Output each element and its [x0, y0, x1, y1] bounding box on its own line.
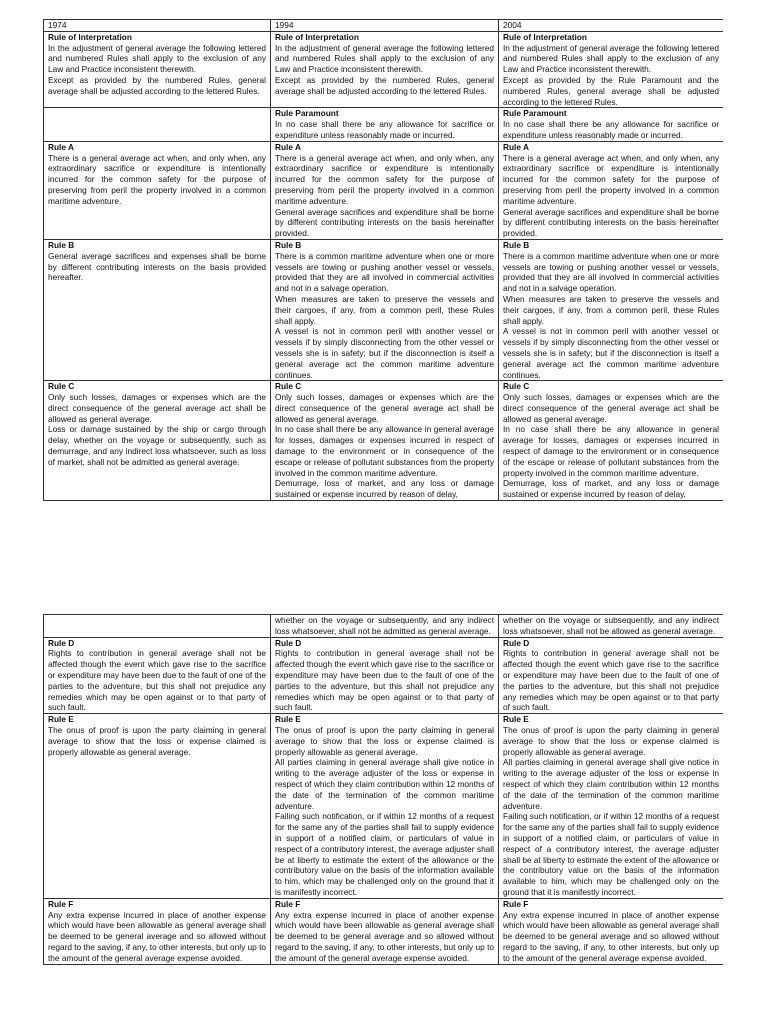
rule-paragraph: There is a general average act when, and only when, any extraordinary sacrifice or expenditure is intentionally incurred for the common safety for the purpose of preserving from peril the property involved in a common maritime adventure. [275, 152, 494, 206]
rule-block [48, 899, 266, 964]
rule-paragraph: In the adjustment of general average the following lettered and numbered Rules shall apply to the exclusion of any Law and Practice inconsistent therewith. [48, 42, 266, 75]
rule-paragraph: Failing such notification, or if within 12 months of a request for the same any of the parties shall fail to supply evidence in support of a notified claim, or particulars of value in respect of a contributory interest, the average adjuster shall be at liberty to estimate the extent of the allowance or the contributory value on the basis of the information available to him, which may be challenged only on the ground that it is manifestly incorrect. [503, 811, 719, 897]
cell-2004 [499, 108, 724, 141]
cell-2004 [499, 898, 724, 964]
rule-title: Rule B [503, 239, 530, 250]
rule-title: Rule C [48, 381, 75, 392]
rule-title: Rule E [48, 714, 74, 725]
rule-block [503, 108, 719, 140]
rule-block [503, 32, 719, 108]
rule-title: Rule F [48, 898, 74, 909]
table-row [44, 381, 724, 501]
table-row [44, 31, 724, 108]
header-1994: 1994 [271, 20, 499, 32]
rule-paragraph: There is a general average act when, and only when, any extraordinary sacrifice or expenditure is intentionally incurred for the common safety for the purpose of preserving from peril the property involved in a common maritime adventure. [48, 152, 266, 206]
rule-paragraph: There is a common maritime adventure when one or more vessels are towing or pushing another vessel or vessels, provided that they are all involved in commercial activities and not in a salvage operation. [503, 250, 719, 294]
rule-paragraph: The onus of proof is upon the party claiming in general average to show that the loss or expense claimed is properly allowable as general average. [275, 724, 494, 757]
table-row [44, 239, 724, 380]
rule-paragraph: Rights to contribution in general average shall not be affected though the event which gave rise to the sacrifice or expenditure may have been due to the fault of one of the parties to the adventure, but this shall not prejudice any remedies which may be open against or to that party of such fault. [48, 648, 266, 713]
rule-paragraph: All parties claiming in general average shall give notice in writing to the average adjuster of the loss or expense in respect of which they claim contribution within 12 months of the date of the termination of the common maritime adventure. [275, 757, 494, 811]
rule-paragraph: In the adjustment of general average the following lettered and numbered Rules shall apply to the exclusion of any Law and Practice inconsistent therewith. [503, 42, 719, 75]
cell-1974 [44, 108, 271, 141]
rule-title: Rule F [503, 898, 529, 909]
rule-paragraph: Rights to contribution in general average shall not be affected though the event which gave rise to the sacrifice or expenditure may have been due to the fault of one of the parties to the adventure, but this shall not prejudice any remedies which may be open against or to that party of such fault. [503, 648, 719, 713]
rule-paragraph: Failing such notification, or if within 12 months of a request for the same any of the parties shall fail to supply evidence in support of a notified claim, or particulars of value in respect of a contributory interest, the average adjuster shall be at liberty to estimate the extent of the allowance or the contributory value on the basis of the information available to him, which may be challenged only on the ground that it is manifestly incorrect. [275, 811, 494, 897]
rule-block [48, 638, 266, 714]
rule-title: Rule D [503, 637, 530, 648]
rule-paragraph: Only such losses, damages or expenses which are the direct consequence of the general average act shall be allowed as general average. [275, 392, 494, 424]
cell-1994 [271, 31, 499, 108]
rule-block [503, 142, 719, 239]
rule-block [48, 142, 266, 207]
cell-1974 [44, 615, 271, 638]
cell-1974 [44, 31, 271, 108]
document-page-1 [43, 19, 723, 569]
rule-block [275, 899, 494, 964]
rule-paragraph: Demurrage, loss of market, and any loss or damage sustained or expense incurred by reason of delay, [503, 478, 719, 500]
rule-block [503, 714, 719, 898]
rule-paragraph: Except as provided by the numbered Rules, general average shall be adjusted according to the lettered Rules. [275, 74, 494, 96]
rule-paragraph: Rights to contribution in general average shall not be affected though the event which gave rise to the sacrifice or expenditure may have been due to the fault of one of the parties to the adventure, but this shall not prejudice any remedies which may be open against or to that party of such fault. [275, 648, 494, 713]
rule-title: Rule B [275, 239, 302, 250]
rule-paragraph: In no case shall there be any allowance in general average for losses, damages or expenses incurred in respect of damage to the environment or in consequence of the escape or release of pollutant substances from the property involved in the common maritime adventure. [275, 424, 494, 478]
header-2004: 2004 [499, 20, 724, 32]
rule-paragraph: Any extra expense incurred in place of another expense which would have been allowable as general average shall be deemed to be general average and so allowed without regard to the saving, if any, to other interests, but only up to the amount of the general average expense avoided. [503, 909, 719, 963]
cell-2004 [499, 714, 724, 899]
rule-paragraph: In no case shall there be any allowance in general average for losses, damages or expenses incurred in respect of damage to the environment or in consequence of the escape or release of pollutant substances from the property involved in the common maritime adventure. [503, 424, 719, 478]
rule-block [275, 615, 494, 637]
cell-1974 [44, 637, 271, 714]
rule-block [275, 108, 494, 140]
cell-1994 [271, 141, 499, 239]
rule-paragraph: Except as provided by the numbered Rules, general average shall be adjusted according to the lettered Rules. [48, 74, 266, 96]
rule-title: Rule E [275, 714, 301, 725]
comparison-table-page-1 [43, 19, 723, 501]
rule-paragraph: Any extra expense incurred in place of another expense which would have been allowable as general average shall be deemed to be general average and so allowed without regard to the saving, if any, to other interests, but only up to the amount of the general average expense avoided. [48, 909, 266, 963]
rule-block [275, 32, 494, 97]
rule-title: Rule C [275, 381, 302, 392]
rule-paragraph: When measures are taken to preserve the vessels and their cargoes, if any, from a common peril, these Rules shall apply. [503, 293, 719, 326]
rule-block [48, 32, 266, 97]
rule-title: Rule E [503, 714, 529, 725]
rule-paragraph: When measures are taken to preserve the vessels and their cargoes, if any, from a common peril, these Rules shall apply. [275, 293, 494, 326]
rule-paragraph: Loss or damage sustained by the ship or cargo through delay, whether on the voyage or subsequently, such as demurrage, and any indirect loss whatsoever, such as loss of market, shall not be admitted as general average. [48, 424, 266, 467]
cell-1974 [44, 714, 271, 899]
rule-block [275, 638, 494, 714]
cell-1974 [44, 381, 271, 501]
cell-1974 [44, 141, 271, 239]
rule-paragraph: Only such losses, damages or expenses which are the direct consequence of the general average act shall be allowed as general average. [48, 392, 266, 424]
cell-1994 [271, 714, 499, 899]
rule-block [48, 240, 266, 283]
table-row [44, 637, 724, 714]
rule-paragraph: The onus of proof is upon the party claiming in general average to show that the loss or expense claimed is properly allowable as general average. [503, 724, 719, 757]
rule-title: Rule of Interpretation [275, 31, 359, 42]
rule-paragraph: Only such losses, damages or expenses which are the direct consequence of the general average act shall be allowed as general average. [503, 392, 719, 424]
rule-title: Rule B [48, 239, 75, 250]
table-row [44, 108, 724, 141]
table-row [44, 714, 724, 899]
table-row [44, 141, 724, 239]
rule-block [275, 714, 494, 898]
rule-title: Rule C [503, 381, 530, 392]
table-row [44, 898, 724, 964]
cell-1994 [271, 637, 499, 714]
document-page-2 [43, 614, 723, 1024]
rule-paragraph: whether on the voyage or subsequently, and any indirect loss whatsoever, shall not be admitted as general average. [275, 615, 494, 636]
rule-block [503, 638, 719, 714]
rule-paragraph: There is a general average act when, and only when, any extraordinary sacrifice or expenditure is intentionally incurred for the common safety for the purpose of preserving from peril the property involved in a common maritime adventure. [503, 152, 719, 206]
rule-block [275, 240, 494, 380]
cell-2004 [499, 31, 724, 108]
rule-title: Rule Paramount [503, 108, 567, 119]
rule-block [275, 381, 494, 500]
rule-block [503, 240, 719, 380]
rule-paragraph: In the adjustment of general average the following lettered and numbered Rules shall apply to the exclusion of any Law and Practice inconsistent therewith. [275, 42, 494, 75]
cell-2004 [499, 239, 724, 380]
rule-title: Rule D [275, 637, 302, 648]
rule-title: Rule A [275, 141, 301, 152]
rule-paragraph: General average sacrifices and expenses shall be borne by different contributing interests on the basis provided hereafter. [48, 250, 266, 283]
rule-paragraph: All parties claiming in general average shall give notice in writing to the average adjuster of the loss or expense in respect of which they claim contribution within 12 months of the date of the termination of the common maritime adventure. [503, 757, 719, 811]
rule-block [503, 899, 719, 964]
rule-paragraph: whether on the voyage or subsequently, and any indirect loss whatsoever, shall not be allowed as general average. [503, 615, 719, 636]
rule-block [48, 381, 266, 467]
comparison-table-page-2 [43, 614, 723, 965]
cell-1994 [271, 108, 499, 141]
rule-block [48, 714, 266, 757]
rule-title: Rule of Interpretation [48, 31, 132, 42]
cell-1994 [271, 381, 499, 501]
table-row [44, 615, 724, 638]
cell-1994 [271, 898, 499, 964]
rule-block [275, 142, 494, 239]
rule-title: Rule A [503, 141, 529, 152]
rule-paragraph: General average sacrifices and expenditure shall be borne by different contributing interests on the basis hereinafter provided. [275, 206, 494, 239]
cell-1994 [271, 615, 499, 638]
rule-paragraph: Any extra expense incurred in place of another expense which would have been allowable as general average shall be deemed to be general average and so allowed without regard to the saving, if any, to other interests, but only up to the amount of the general average expense avoided. [275, 909, 494, 963]
rule-paragraph: A vessel is not in common peril with another vessel or vessels if by simply disconnecting from the other vessel or vessels she is in safety; but if the disconnection is itself a general average act the common maritime adventure continues. [275, 326, 494, 380]
rule-title: Rule A [48, 141, 74, 152]
rule-block [503, 615, 719, 637]
rule-paragraph: A vessel is not in common peril with another vessel or vessels if by simply disconnecting from the other vessel or vessels she is in safety; but if the disconnection is itself a general average act the common maritime adventure continues. [503, 326, 719, 380]
cell-1974 [44, 898, 271, 964]
rule-block [503, 381, 719, 500]
rule-title: Rule F [275, 898, 301, 909]
rule-paragraph: There is a common maritime adventure when one or more vessels are towing or pushing another vessel or vessels, provided that they are all involved in commercial activities and not in a salvage operation. [275, 250, 494, 294]
rule-paragraph: The onus of proof is upon the party claiming in general average to show that the loss or expense claimed is properly allowable as general average. [48, 724, 266, 757]
cell-2004 [499, 615, 724, 638]
header-1974: 1974 [44, 20, 271, 32]
rule-paragraph: In no case shall there be any allowance for sacrifice or expenditure unless reasonably made or incurred. [275, 119, 494, 140]
cell-1974 [44, 239, 271, 380]
rule-paragraph: Except as provided by the Rule Paramount and the numbered Rules, general average shall be adjusted according to the lettered Rules. [503, 74, 719, 107]
rule-title: Rule D [48, 637, 75, 648]
rule-paragraph: In no case shall there be any allowance for sacrifice or expenditure unless reasonably made or incurred. [503, 119, 719, 140]
cell-2004 [499, 637, 724, 714]
rule-title: Rule Paramount [275, 108, 339, 119]
cell-1994 [271, 239, 499, 380]
rule-paragraph: General average sacrifices and expenditure shall be borne by different contributing interests on the basis hereinafter provided. [503, 206, 719, 239]
rule-title: Rule of Interpretation [503, 31, 587, 42]
rule-paragraph: Demurrage, loss of market, and any loss or damage sustained or expense incurred by reason of delay, [275, 478, 494, 500]
cell-2004 [499, 141, 724, 239]
cell-2004 [499, 381, 724, 501]
year-header-row [44, 20, 724, 32]
